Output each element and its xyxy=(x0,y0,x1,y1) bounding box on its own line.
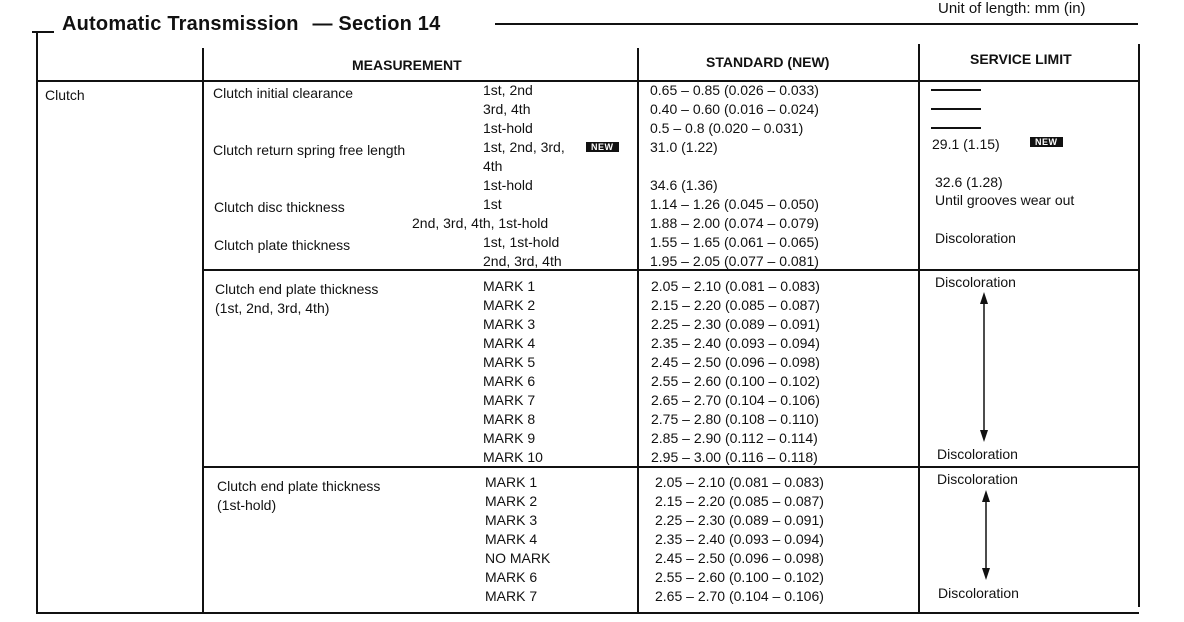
label-end-plate-a-2: (1st, 2nd, 3rd, 4th) xyxy=(215,300,330,316)
mark-standard-value: 2.65 – 2.70 (0.104 – 0.106) xyxy=(651,392,820,408)
svc-end-plate-b-top: Discoloration xyxy=(937,471,1018,487)
std-plate-2: 1.95 – 2.05 (0.077 – 0.081) xyxy=(650,253,819,269)
std-plate-1: 1.55 – 1.65 (0.061 – 0.065) xyxy=(650,234,819,250)
mark-standard-value: 2.35 – 2.40 (0.093 – 0.094) xyxy=(651,335,820,351)
mark-standard-value: 2.35 – 2.40 (0.093 – 0.094) xyxy=(655,531,824,547)
mark-standard-value: 2.05 – 2.10 (0.081 – 0.083) xyxy=(655,474,824,490)
mark-standard-value: 2.15 – 2.20 (0.085 – 0.087) xyxy=(651,297,820,313)
row-divider-1 xyxy=(202,269,1139,271)
mark-label: MARK 4 xyxy=(485,531,538,547)
std-initial-2: 0.40 – 0.60 (0.016 – 0.024) xyxy=(650,101,819,117)
std-spring-2: 34.6 (1.36) xyxy=(650,177,718,193)
range-arrow-a xyxy=(977,292,991,442)
mark-standard-value: 2.55 – 2.60 (0.100 – 0.102) xyxy=(651,373,820,389)
new-badge-standard: NEW xyxy=(586,142,619,152)
frame-left xyxy=(36,31,38,613)
mark-label: MARK 6 xyxy=(485,569,538,585)
frame-right xyxy=(1138,44,1140,607)
service-none-1 xyxy=(931,89,981,91)
row-divider-2 xyxy=(202,466,1139,468)
svc-disc: Until grooves wear out xyxy=(935,192,1075,208)
item-disc-1: 1st xyxy=(483,196,502,212)
mark-label: MARK 7 xyxy=(485,588,538,604)
label-end-plate-b-2: (1st-hold) xyxy=(217,497,277,513)
label-end-plate-a-1: Clutch end plate thickness xyxy=(215,281,379,297)
mark-label: MARK 1 xyxy=(483,278,536,294)
item-initial-3: 1st-hold xyxy=(483,120,533,136)
header-service-limit: SERVICE LIMIT xyxy=(970,51,1072,67)
std-spring-1: 31.0 (1.22) xyxy=(650,139,718,155)
frame-bottom xyxy=(36,612,1139,614)
mark-standard-value: 2.05 – 2.10 (0.081 – 0.083) xyxy=(651,278,820,294)
mark-label: MARK 6 xyxy=(483,373,536,389)
service-none-2 xyxy=(931,108,981,110)
col-divider-2 xyxy=(637,48,639,612)
std-disc-1: 1.14 – 1.26 (0.045 – 0.050) xyxy=(650,196,819,212)
mark-label: MARK 10 xyxy=(483,449,543,465)
range-arrow-b xyxy=(979,490,993,580)
col-divider-3 xyxy=(918,44,920,612)
item-plate-1: 1st, 1st-hold xyxy=(483,234,560,250)
svc-end-plate-b-bottom: Discoloration xyxy=(938,585,1019,601)
svc-plate: Discoloration xyxy=(935,230,1016,246)
unit-note: Unit of length: mm (in) xyxy=(938,0,1086,17)
mark-label: MARK 8 xyxy=(483,411,536,427)
mark-label: MARK 9 xyxy=(483,430,536,446)
item-spring-2: 4th xyxy=(483,158,503,174)
svc-spring-2: 32.6 (1.28) xyxy=(935,174,1003,190)
mark-standard-value: 2.55 – 2.60 (0.100 – 0.102) xyxy=(655,569,824,585)
mark-label: MARK 1 xyxy=(485,474,538,490)
label-end-plate-b-1: Clutch end plate thickness xyxy=(217,478,381,494)
mark-standard-value: 2.15 – 2.20 (0.085 – 0.087) xyxy=(655,493,824,509)
mark-label: MARK 3 xyxy=(485,512,538,528)
mark-label: MARK 7 xyxy=(483,392,536,408)
svc-end-plate-a-bottom: Discoloration xyxy=(937,446,1018,462)
page-title xyxy=(62,13,440,36)
label-initial-clearance: Clutch initial clearance xyxy=(213,85,354,101)
title-rule-right xyxy=(495,23,1138,25)
item-spring-1: 1st, 2nd, 3rd, xyxy=(483,139,565,155)
mark-label: MARK 3 xyxy=(483,316,536,332)
title-text: Automatic Transmission xyxy=(62,13,299,35)
new-badge-service: NEW xyxy=(1030,137,1063,147)
header-measurement: MEASUREMENT xyxy=(352,57,462,73)
item-plate-2: 2nd, 3rd, 4th xyxy=(483,253,562,269)
std-disc-2: 1.88 – 2.00 (0.074 – 0.079) xyxy=(650,215,819,231)
item-initial-2: 3rd, 4th xyxy=(483,101,531,117)
mark-standard-value: 2.75 – 2.80 (0.108 – 0.110) xyxy=(651,411,819,427)
item-spring-3: 1st-hold xyxy=(483,177,533,193)
label-plate-thickness: Clutch plate thickness xyxy=(214,237,351,253)
mark-standard-value: 2.95 – 3.00 (0.116 – 0.118) xyxy=(651,449,818,465)
category-clutch: Clutch xyxy=(45,87,85,103)
item-disc-2: 2nd, 3rd, 4th, 1st-hold xyxy=(412,215,549,231)
section-text: — Section 14 xyxy=(312,13,441,35)
mark-standard-value: 2.45 – 2.50 (0.096 – 0.098) xyxy=(655,550,824,566)
mark-label: MARK 2 xyxy=(483,297,536,313)
svc-spring-1: 29.1 (1.15) xyxy=(932,136,1000,152)
mark-label: MARK 5 xyxy=(483,354,536,370)
header-standard: STANDARD (NEW) xyxy=(706,54,830,70)
std-initial-1: 0.65 – 0.85 (0.026 – 0.033) xyxy=(650,82,819,98)
mark-label: NO MARK xyxy=(485,550,551,566)
mark-label: MARK 4 xyxy=(483,335,536,351)
mark-label: MARK 2 xyxy=(485,493,538,509)
mark-standard-value: 2.25 – 2.30 (0.089 – 0.091) xyxy=(651,316,820,332)
mark-standard-value: 2.45 – 2.50 (0.096 – 0.098) xyxy=(651,354,820,370)
std-initial-3: 0.5 – 0.8 (0.020 – 0.031) xyxy=(650,120,804,136)
svc-end-plate-a-top: Discoloration xyxy=(935,274,1016,290)
col-divider-1 xyxy=(202,48,204,612)
item-initial-1: 1st, 2nd xyxy=(483,82,533,98)
mark-standard-value: 2.85 – 2.90 (0.112 – 0.114) xyxy=(651,430,818,446)
service-none-3 xyxy=(931,127,981,129)
mark-standard-value: 2.25 – 2.30 (0.089 – 0.091) xyxy=(655,512,824,528)
label-disc-thickness: Clutch disc thickness xyxy=(214,199,345,215)
mark-standard-value: 2.65 – 2.70 (0.104 – 0.106) xyxy=(655,588,824,604)
label-return-spring: Clutch return spring free length xyxy=(213,142,406,158)
